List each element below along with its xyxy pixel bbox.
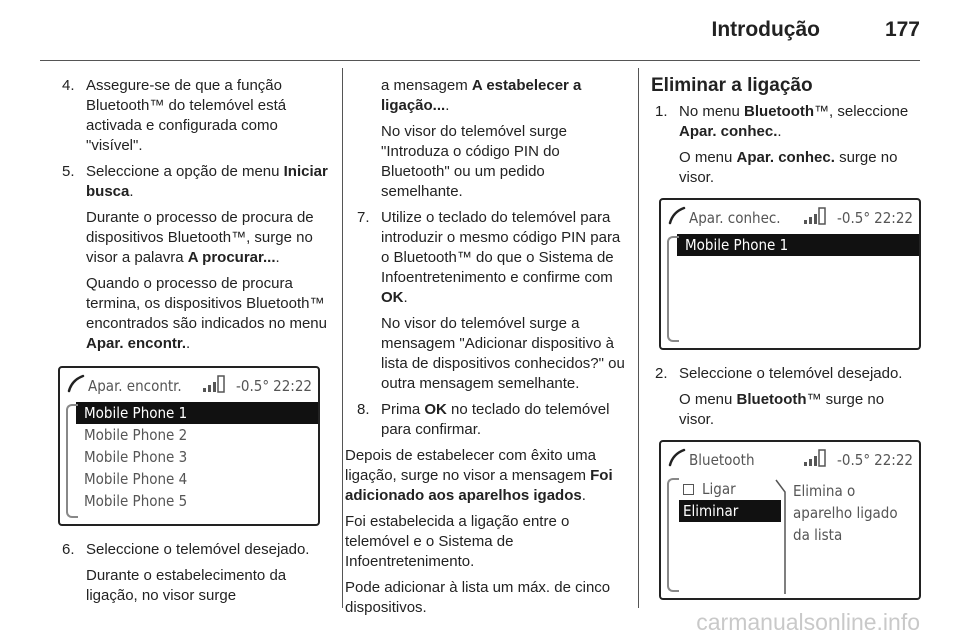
- step-paragraph: O menu Apar. conhec. surge no visor.: [679, 149, 898, 186]
- temperature: -0.5°: [236, 377, 270, 395]
- step-number: 4.: [62, 77, 75, 94]
- option-delete[interactable]: Eliminar: [679, 500, 781, 522]
- step-text: Seleccione a opção de menu Iniciar busca.: [86, 163, 328, 200]
- step-paragraph: O menu Bluetooth™ surge no visor.: [679, 391, 885, 428]
- section-heading: Eliminar a ligação: [651, 75, 813, 96]
- list-item[interactable]: Mobile Phone 1: [677, 234, 919, 256]
- panel-separator: [775, 478, 787, 596]
- page-title: Introdução: [711, 18, 820, 41]
- clock: 22:22: [273, 377, 312, 395]
- watermark: carmanualsonline.info: [696, 609, 920, 635]
- paragraph: Depois de estabelecer com êxito uma ligação, surge no visor a mensagem Foi adicionado aos aparelhos igados.: [345, 447, 613, 504]
- step-text: Prima OK no teclado do telemóvel para confirmar.: [381, 401, 610, 438]
- step-paragraph: No visor do telemóvel surge "Introduza o código PIN do Bluetooth" ou um pedido semelhante.: [381, 123, 567, 200]
- option-list: [679, 478, 781, 522]
- step-paragraph: Durante o processo de procura de dispositivos Bluetooth™, surge no visor a palavra A procurar....: [86, 209, 314, 266]
- step-6-continued: a mensagem A estabelecer a ligação....: [381, 77, 582, 114]
- signal-icon: [803, 204, 829, 226]
- step-text: Seleccione o telemóvel desejado.: [86, 541, 310, 558]
- step-number: 5.: [62, 163, 75, 180]
- list-bracket: [667, 478, 679, 592]
- column-divider: [638, 68, 639, 608]
- phone-icon: [667, 204, 689, 226]
- screen-title: Apar. encontr.: [88, 377, 182, 395]
- list-item[interactable]: Mobile Phone 1: [76, 402, 318, 424]
- key-name: OK: [424, 401, 447, 418]
- step-text: Seleccione o telemóvel desejado.: [679, 365, 903, 382]
- column-2: [345, 76, 627, 624]
- column-1: [62, 76, 332, 612]
- step-number: 6.: [62, 541, 75, 558]
- list-item[interactable]: Mobile Phone 5: [84, 492, 188, 510]
- checkbox-icon: [683, 484, 694, 495]
- step-4: [62, 76, 332, 156]
- column-3: [651, 75, 920, 600]
- menu-option: Apar. conhec.: [679, 123, 778, 140]
- display-message: Foi adicionado aos aparelhos igados: [345, 467, 613, 504]
- screen-found-devices: [58, 366, 320, 526]
- help-text: Elimina o aparelho ligado da lista: [793, 482, 898, 544]
- clock: 22:22: [874, 209, 913, 227]
- column-divider: [342, 68, 343, 608]
- temperature: -0.5°: [837, 451, 871, 469]
- menu-name: Apar. encontr.: [86, 335, 187, 352]
- list-item[interactable]: Mobile Phone 2: [84, 426, 188, 444]
- screen-title: Bluetooth: [689, 451, 755, 469]
- list-bracket: [667, 236, 679, 342]
- list-bracket: [66, 404, 78, 518]
- step-number: 1.: [655, 103, 668, 120]
- list-item[interactable]: Mobile Phone 4: [84, 470, 188, 488]
- step-5: [62, 162, 332, 354]
- step-number: 8.: [357, 401, 370, 418]
- screen-known-devices: [659, 198, 921, 350]
- clock: 22:22: [874, 451, 913, 469]
- signal-icon: [803, 446, 829, 468]
- menu-option: Iniciar busca: [86, 163, 328, 200]
- page-number: 177: [884, 18, 920, 41]
- key-name: OK: [381, 289, 404, 306]
- screen-status-bar: [60, 368, 318, 402]
- phone-icon: [66, 372, 88, 394]
- step-7: [357, 208, 627, 394]
- screen-status-bar: [661, 442, 919, 476]
- header-rule: [40, 60, 920, 61]
- paragraph: Pode adicionar à lista um máx. de cinco dispositivos.: [345, 579, 611, 616]
- temperature: -0.5°: [837, 209, 871, 227]
- list-item[interactable]: Mobile Phone 3: [84, 448, 188, 466]
- step-1: [655, 102, 920, 188]
- display-message: A estabelecer a ligação...: [381, 77, 582, 114]
- page-header: [0, 0, 960, 56]
- phone-icon: [667, 446, 689, 468]
- step-number: 2.: [655, 365, 668, 382]
- step-8: [357, 400, 627, 440]
- display-message: A procurar...: [187, 249, 276, 266]
- step-2: [655, 364, 920, 430]
- signal-icon: [202, 372, 228, 394]
- step-number: 7.: [357, 209, 370, 226]
- step-text: Utilize o teclado do telemóvel para introduzir o mesmo código PIN para o Bluetooth™ do que o Sistema de Infoentretenimento e confirme com OK.: [381, 209, 621, 306]
- step-paragraph: Quando o processo de procura termina, os dispositivos Bluetooth™ encontrados são indicados no menu Apar. encontr..: [86, 275, 327, 352]
- menu-name: Bluetooth: [736, 391, 807, 408]
- step-text: No menu Bluetooth™, seleccione Apar. conhec..: [679, 103, 909, 140]
- screen-status-bar: [661, 200, 919, 234]
- screen-title: Apar. conhec.: [689, 209, 781, 227]
- menu-name: Apar. conhec.: [736, 149, 835, 166]
- step-text: Assegure-se de que a função Bluetooth™ do telemóvel está activada e configurada como "visível".: [86, 77, 287, 154]
- step-6: [62, 540, 332, 606]
- paragraph: Foi estabelecida a ligação entre o telemóvel e o Sistema de Infoentretenimento.: [345, 513, 570, 570]
- step-paragraph: Durante o estabelecimento da ligação, no visor surge: [86, 567, 287, 604]
- screen-bluetooth-menu: [659, 440, 921, 600]
- menu-name: Bluetooth: [744, 103, 815, 120]
- option-connect[interactable]: Ligar: [679, 478, 781, 500]
- step-paragraph: No visor do telemóvel surge a mensagem "Adicionar dispositivo à lista de dispositivos conhecidos?" ou outra mensagem semelhante.: [381, 315, 625, 392]
